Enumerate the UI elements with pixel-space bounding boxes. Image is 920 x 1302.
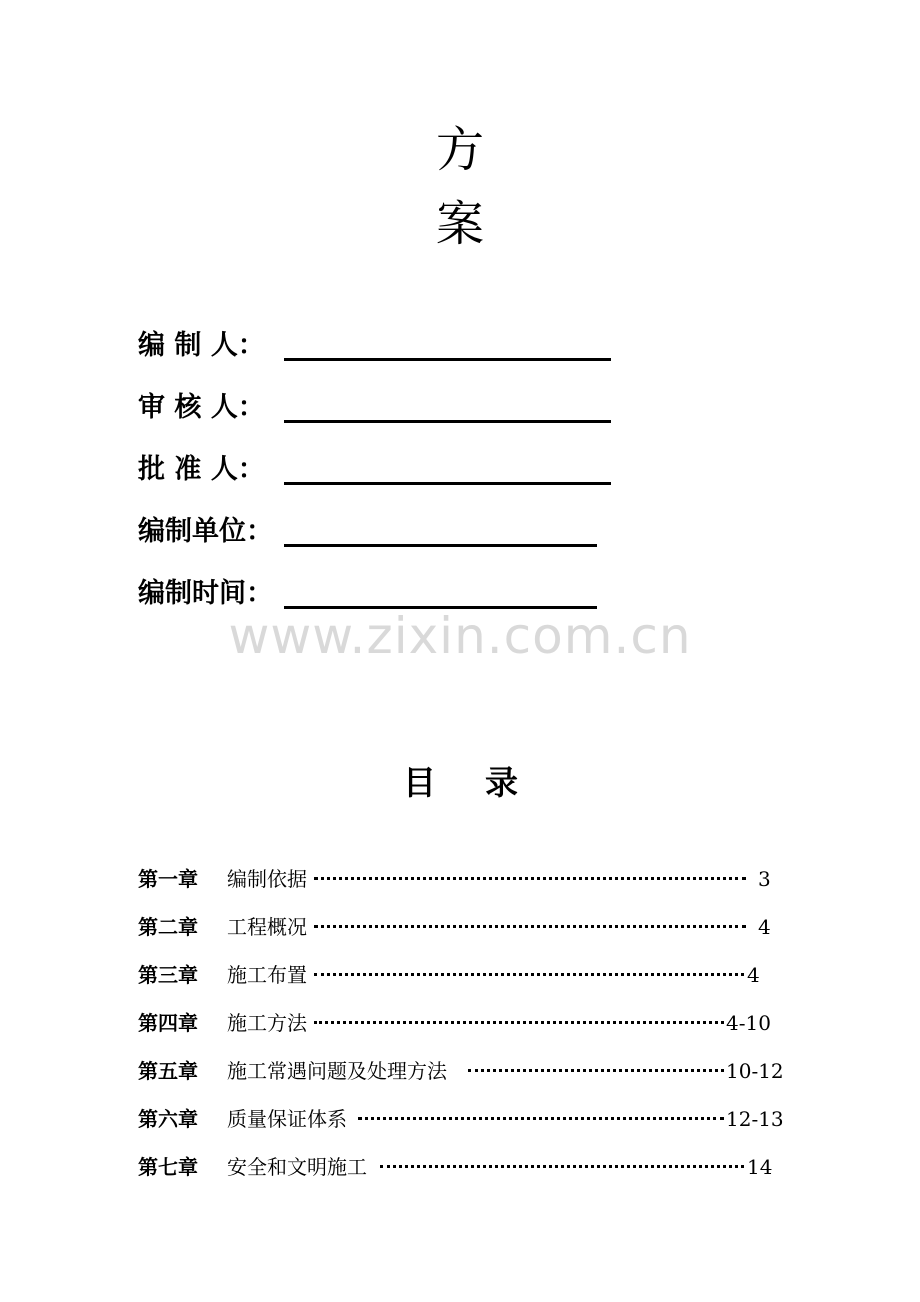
watermark: www.zixin.com.cn: [228, 607, 692, 665]
toc-leader-dots: [314, 1021, 724, 1024]
signature-line-organization: [284, 544, 597, 547]
toc-leader-dots: [314, 925, 746, 928]
toc-leader-dots: [380, 1165, 744, 1168]
toc-page-number: 4: [747, 963, 760, 987]
toc-leader-dots: [468, 1069, 724, 1072]
toc-item-2[interactable]: [138, 912, 778, 942]
toc-item-title: 施工方法: [227, 1011, 307, 1035]
signature-label-approver: 批 准 人：: [138, 454, 265, 485]
toc-item-title: 编制依据: [227, 867, 307, 891]
toc-item-title: 施工布置: [227, 963, 307, 987]
toc-item-5[interactable]: [138, 1056, 784, 1086]
toc-item-title: 安全和文明施工: [227, 1155, 367, 1179]
toc-page-number: 10-12: [726, 1059, 784, 1083]
toc-heading-char-1: 目: [403, 763, 436, 802]
title-char-1: 方: [435, 122, 484, 178]
toc-chapter-label: 第七章: [138, 1155, 198, 1179]
toc-item-title: 施工常遇问题及处理方法: [227, 1059, 447, 1083]
toc-item-title: 质量保证体系: [227, 1107, 347, 1131]
toc-item-title: 工程概况: [227, 915, 307, 939]
toc-leader-dots: [314, 877, 746, 880]
signature-label-date: 编制时间：: [138, 578, 273, 609]
toc-leader-dots: [358, 1117, 724, 1120]
toc-page-number: 4: [758, 915, 771, 939]
toc-chapter-label: 第三章: [138, 963, 198, 987]
title-char-2: 案: [435, 196, 484, 252]
signature-label-compiler: 编 制 人：: [138, 330, 265, 361]
toc-page-number: 14: [747, 1155, 773, 1179]
toc-item-3[interactable]: [138, 960, 778, 990]
toc-page-number: 3: [758, 867, 771, 891]
toc-item-1[interactable]: [138, 864, 778, 894]
toc-item-4[interactable]: [138, 1008, 778, 1038]
signature-label-reviewer: 审 核 人：: [138, 392, 265, 423]
toc-heading-char-2: 录: [485, 763, 518, 802]
toc-chapter-label: 第六章: [138, 1107, 198, 1131]
signature-line-compiler: [284, 358, 611, 361]
toc-chapter-label: 第四章: [138, 1011, 198, 1035]
toc-page-number: 12-13: [726, 1107, 784, 1131]
signature-label-organization: 编制单位：: [138, 516, 273, 547]
toc-chapter-label: 第一章: [138, 867, 198, 891]
toc-chapter-label: 第五章: [138, 1059, 198, 1083]
signature-line-reviewer: [284, 420, 611, 423]
signature-line-approver: [284, 482, 611, 485]
toc-item-7[interactable]: [138, 1152, 778, 1182]
toc-item-6[interactable]: [138, 1104, 784, 1134]
toc-page-number: 4-10: [726, 1011, 771, 1035]
toc-chapter-label: 第二章: [138, 915, 198, 939]
toc-leader-dots: [314, 973, 744, 976]
toc-heading: [0, 760, 920, 806]
